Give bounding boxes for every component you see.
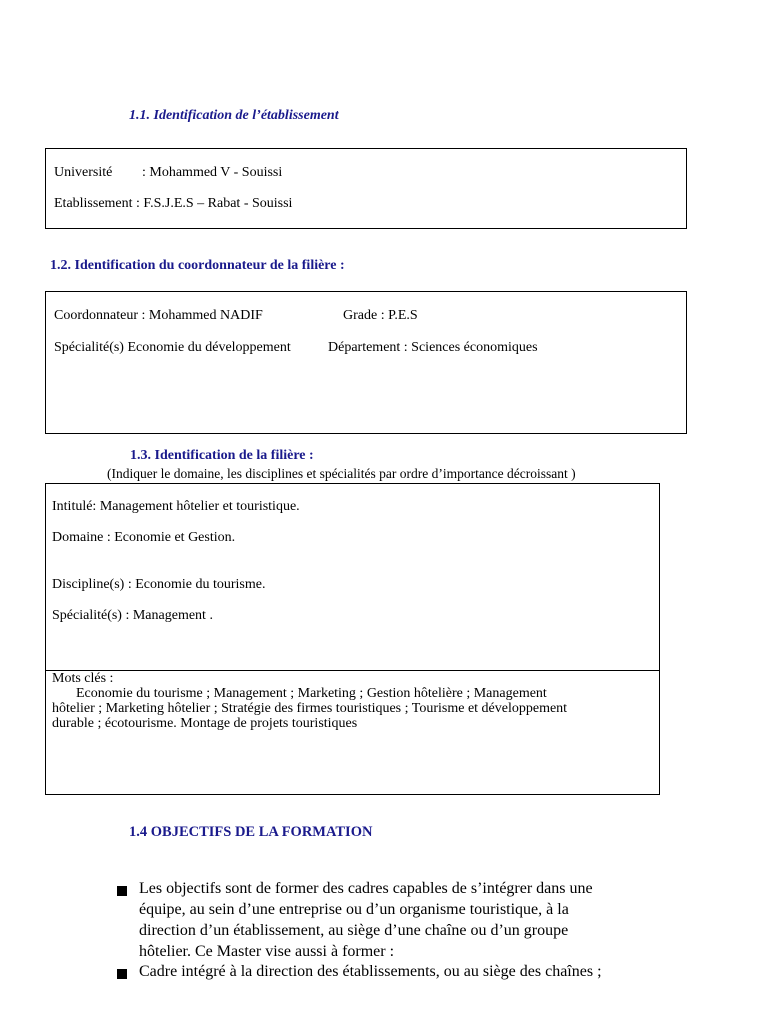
intitule-line: Intitulé: Management hôtelier et touristique. [52,499,300,514]
etablissement-line: Etablissement : F.S.J.E.S – Rabat - Souissi [54,196,293,211]
section-1-2-title: 1.2. Identification du coordonnateur de la filière : [50,258,345,273]
objectif-line-4: hôtelier. Ce Master vise aussi à former : [139,943,395,960]
universite-label: Université [54,165,113,180]
departement-line: Département : Sciences économiques [328,340,538,355]
section-1-3-title: 1.3. Identification de la filière : [130,448,314,463]
bullet-square-icon [117,966,127,984]
specialites-line: Spécialité(s) : Management . [52,608,213,623]
section-1-4-title: 1.4 OBJECTIFS DE LA FORMATION [129,824,373,840]
domaine-line: Domaine : Economie et Gestion. [52,530,236,545]
disciplines-line: Discipline(s) : Economie du tourisme. [52,577,266,592]
mots-cles-line-2: hôtelier ; Marketing hôtelier ; Stratégie des firmes touristiques ; Tourisme et développement [52,701,568,716]
specialite-line: Spécialité(s) Economie du développement [54,340,291,355]
mots-cles-label: Mots clés : [52,671,114,686]
etablissement-box [45,148,687,229]
section-1-1-title: 1.1. Identification de l’établissement [129,108,339,123]
universite-value: : Mohammed V - Souissi [142,165,283,180]
objectif-line-1: Les objectifs sont de former des cadres capables de s’intégrer dans une [139,880,593,897]
coordonnateur-box [45,291,687,434]
objectif-line-2: équipe, au sein d’une entreprise ou d’un organisme touristique, à la [139,901,569,918]
mots-cles-line-1: Economie du tourisme ; Management ; Marketing ; Gestion hôtelière ; Management [76,686,547,701]
grade-line: Grade : P.E.S [343,308,418,323]
coordonnateur-line: Coordonnateur : Mohammed NADIF [54,308,263,323]
objectif-line-3: direction d’un établissement, au siège d’une chaîne ou d’un groupe [139,922,569,939]
mots-cles-box [45,670,660,795]
objectif-line-5: Cadre intégré à la direction des établissements, ou au siège des chaînes ; [139,963,602,980]
mots-cles-line-3: durable ; écotourisme. Montage de projets touristiques [52,716,358,731]
bullet-square-icon [117,883,127,901]
section-1-3-note: (Indiquer le domaine, les disciplines et spécialités par ordre d’importance décroissant ) [107,466,576,481]
filiere-box [45,483,660,671]
